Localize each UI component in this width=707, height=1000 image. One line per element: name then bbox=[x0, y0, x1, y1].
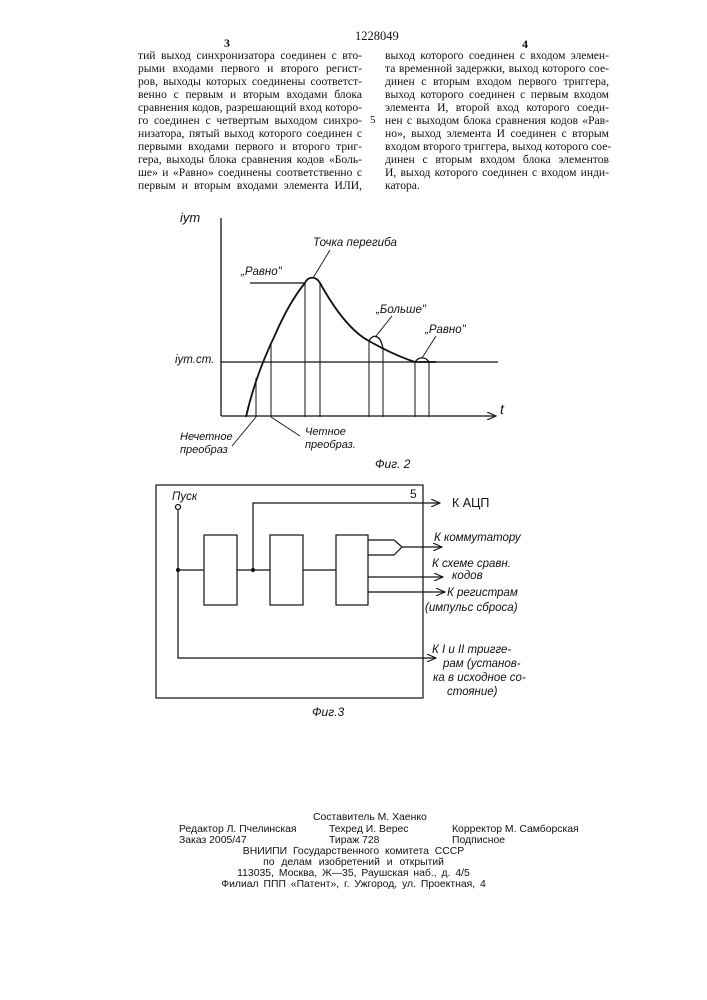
circulation: Тираж 728 bbox=[329, 835, 379, 846]
text-line: ров, выходы которых соединены соответст- bbox=[138, 75, 362, 88]
text-line: нен с выходом блока сравнения кодов «Рав- bbox=[385, 114, 609, 127]
text-line: катора. bbox=[385, 179, 609, 192]
order: Заказ 2005/47 bbox=[179, 835, 247, 846]
patent-number: 1228049 bbox=[355, 29, 399, 44]
text-line: динен с вторым входом первого триггера, bbox=[385, 75, 609, 88]
current-curve bbox=[246, 278, 436, 417]
text-line: элемента И, второй вход которого соеди- bbox=[385, 101, 609, 114]
text-line: первым и вторым входами элемента ИЛИ, bbox=[138, 179, 362, 192]
text-line: первыми входами первого и второго триг- bbox=[138, 140, 362, 153]
org-line-2: по делам изобретений и открытий bbox=[0, 857, 707, 868]
text-line: тий выход синхронизатора соединен с вто- bbox=[138, 49, 362, 62]
out-switch-label: К коммутатору bbox=[434, 532, 522, 544]
right-page-number: 4 bbox=[522, 37, 528, 52]
subscription: Подписное bbox=[452, 835, 505, 846]
start-terminal bbox=[176, 505, 181, 510]
fig3-caption: Фиг.3 bbox=[312, 705, 344, 719]
fig3-diagram bbox=[156, 485, 445, 698]
text-line: выход которого соединен с первым входом bbox=[385, 88, 609, 101]
text-line: динен с вторым входом блока элементов bbox=[385, 153, 609, 166]
text-line: венно с первым и вторым входами блока bbox=[138, 88, 362, 101]
text-line: но», выход элемента И соединен с вторым bbox=[385, 127, 609, 140]
equal-label-2: „Равно" bbox=[424, 324, 467, 336]
out-adc-label: К АЦП bbox=[452, 496, 489, 510]
start-label: Пуск bbox=[172, 491, 198, 503]
out-compare-label: К схеме сравн. bbox=[432, 558, 511, 570]
address: 113035, Москва, Ж—35, Раушская наб., д. 4/5 bbox=[0, 868, 707, 879]
inflection-label: Точка перегиба bbox=[313, 237, 397, 249]
odd-label: преобраз bbox=[180, 444, 228, 456]
out-triggers-label: стояние) bbox=[447, 686, 498, 698]
y-axis-label: iут bbox=[180, 210, 200, 225]
block-2 bbox=[270, 535, 303, 605]
block-1 bbox=[204, 535, 237, 605]
greater-label: „Больше" bbox=[375, 304, 427, 316]
text-line: гера, выходы блока сравнения кодов «Боль- bbox=[138, 153, 362, 166]
out-registers-label: (импульс сброса) bbox=[425, 602, 518, 614]
techred: Техред И. Верес bbox=[329, 824, 409, 835]
line-marker: 5 bbox=[370, 114, 376, 126]
out-triggers-label: рам (установ- bbox=[442, 658, 521, 670]
out-triggers-label: К I и II тригге- bbox=[432, 644, 511, 656]
equal-label-1: „Равно" bbox=[240, 266, 283, 278]
even-label: Четное bbox=[305, 426, 346, 438]
out-registers-label: К регистрам bbox=[447, 587, 518, 599]
branch: Филиал ППП «Патент», г. Ужгород, ул. Проектная, 4 bbox=[0, 879, 707, 890]
org-line-1: ВНИИПИ Государственного комитета СССР bbox=[0, 846, 707, 857]
out-compare-label: кодов bbox=[452, 570, 483, 582]
left-page-number: 3 bbox=[224, 36, 230, 51]
text-line: низатора, пятый выход которого соединен с bbox=[138, 127, 362, 140]
text-line: выход которого соединен с входом элемен- bbox=[385, 49, 609, 62]
text-line: ше» и «Равно» соединены соответственно с bbox=[138, 166, 362, 179]
text-line: сравнения кодов, разрешающий вход которо- bbox=[138, 101, 362, 114]
fig2-caption: Фиг. 2 bbox=[375, 457, 411, 471]
text-line: го соединен с четвертым выходом синхро- bbox=[138, 114, 362, 127]
text-line: И, выход которого соединен с входом инди- bbox=[385, 166, 609, 179]
text-line: входом второго триггера, выход которого сое- bbox=[385, 140, 609, 153]
text-line: та временной задержки, выход которого сое- bbox=[385, 62, 609, 75]
block-3 bbox=[336, 535, 368, 605]
steady-level-label: iут.ст. bbox=[175, 354, 214, 366]
even-label: преобраз. bbox=[305, 439, 356, 451]
block-number: 5 bbox=[410, 487, 417, 501]
x-axis-label: t bbox=[500, 401, 505, 417]
text-line: рыми входами первого и второго регист- bbox=[138, 62, 362, 75]
corrector: Корректор М. Самборская bbox=[452, 824, 579, 835]
out-triggers-label: ка в исходное со- bbox=[433, 672, 526, 684]
editor: Редактор Л. Пчелинская bbox=[179, 824, 297, 835]
odd-label: Нечетное bbox=[180, 431, 233, 443]
compiler: Составитель М. Хаенко bbox=[313, 812, 427, 823]
